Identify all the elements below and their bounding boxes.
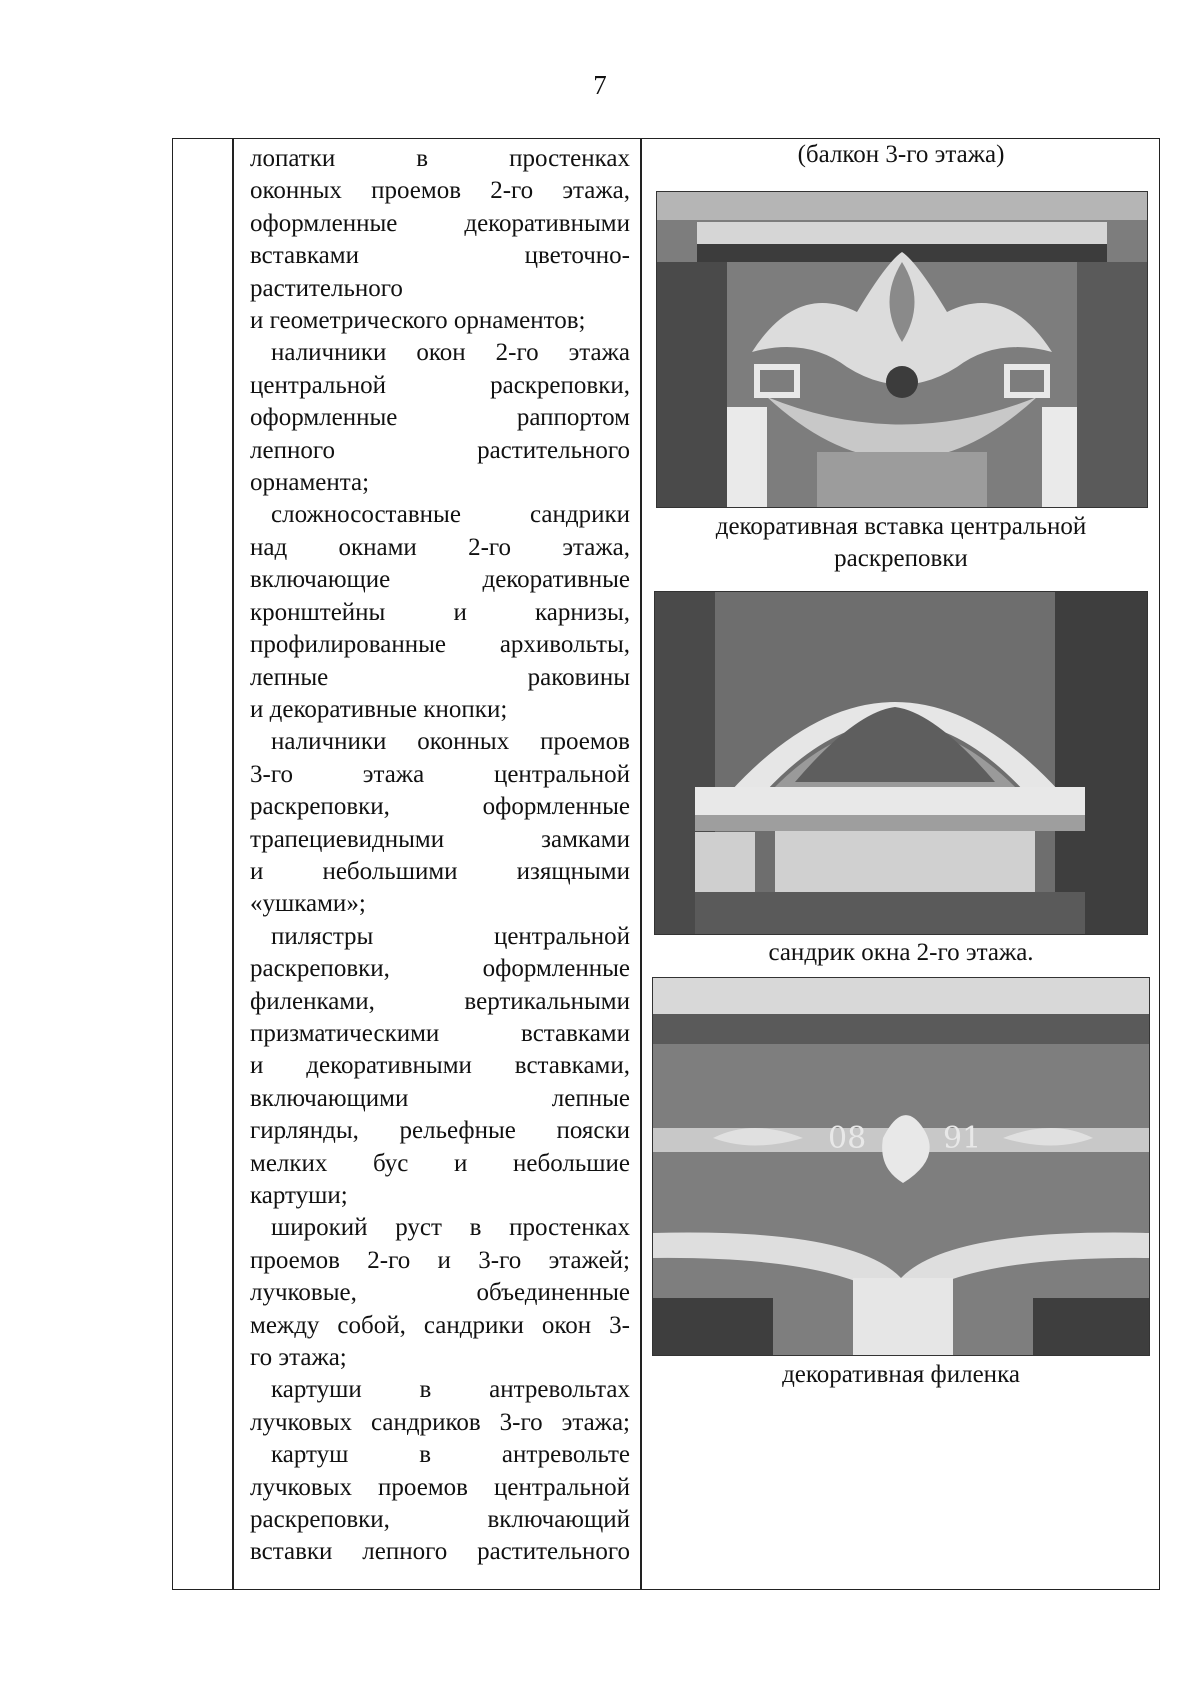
text-line: филенками, вертикальными <box>250 987 630 1015</box>
text-line: и геометрического орнаментов; <box>250 307 586 335</box>
engraved-digits-right: 91 <box>943 1121 982 1156</box>
text-line: над окнами 2-го этажа, <box>250 533 630 561</box>
text-line: картуши в антревольтах <box>271 1376 630 1404</box>
document-table <box>172 138 1160 1590</box>
text-line: вставки лепного растительного <box>250 1538 630 1566</box>
photo-caption-1 <box>641 511 1161 575</box>
text-line: мелких бус и небольшие <box>250 1149 630 1177</box>
text-line: центральной раскреповки, <box>250 371 630 399</box>
text-line: лепного растительного <box>250 436 630 464</box>
text-line: включающие декоративные <box>250 566 630 594</box>
text-line: лучковых проемов центральной <box>250 1473 630 1501</box>
text-line: раскреповки, оформленные <box>250 955 630 983</box>
description-text <box>250 143 630 1569</box>
text-line: наличники окон 2-го этажа <box>271 339 630 367</box>
text-line: гирлянды, рельефные пояски <box>250 1117 630 1145</box>
text-line: и небольшими изящными <box>250 857 630 885</box>
text-line: оформленные раппортом <box>250 404 630 432</box>
text-line: лепные раковины <box>250 663 630 691</box>
page-number: 7 <box>593 70 607 100</box>
text-line: пилястры центральной <box>271 922 630 950</box>
engraved-digits-left: 08 <box>828 1121 867 1156</box>
text-line: картуш в антревольте <box>271 1441 630 1469</box>
text-line: раскреповки, включающий <box>250 1506 630 1534</box>
caption-line: декоративная вставка центральной <box>715 513 1087 540</box>
text-line: наличники оконных проемов <box>271 728 630 756</box>
text-line: орнамента; <box>250 469 370 497</box>
text-line: кронштейны и карнизы, <box>250 598 630 626</box>
text-line: лучковые, объединенные <box>250 1279 630 1307</box>
photo-decorative-panel <box>652 977 1150 1356</box>
text-line: и декоративными вставками, <box>250 1052 630 1080</box>
text-line: растительного <box>250 274 403 302</box>
text-line: картуши; <box>250 1182 348 1209</box>
text-line: и декоративные кнопки; <box>250 695 508 723</box>
photo-caption-2: сандрик окна 2-го этажа. <box>768 939 1034 966</box>
text-line: трапециевидными замками <box>250 825 630 853</box>
text-line: сложносоставные сандрики <box>271 501 630 529</box>
text-line: между собой, сандрики окон 3- <box>250 1311 630 1339</box>
text-line: 3-го этажа центральной <box>250 760 630 788</box>
pediment-image <box>655 592 1147 934</box>
balcony-caption: (балкон 3-го этажа) <box>797 141 1005 168</box>
text-line: призматическими вставками <box>250 1019 630 1047</box>
text-line: профилированные архивольты, <box>250 631 630 659</box>
text-line: оконных проемов 2-го этажа, <box>250 177 630 205</box>
panel-image <box>653 978 1149 1355</box>
photo-window-pediment <box>654 591 1148 935</box>
text-line: лопатки в простенках <box>250 145 630 172</box>
photo-caption-3: декоративная филенка <box>782 1361 1020 1388</box>
ornament-insert-image <box>657 192 1147 507</box>
text-line: «ушками»; <box>250 890 366 918</box>
text-line: раскреповки, оформленные <box>250 793 630 821</box>
text-line: широкий руст в простенках <box>271 1214 630 1242</box>
photo-decorative-insert <box>656 191 1148 508</box>
text-line: лучковых сандриков 3-го этажа; <box>250 1408 630 1436</box>
caption-line: раскреповки <box>834 545 968 572</box>
text-line: вставками цветочно- <box>250 242 630 270</box>
text-line: проемов 2-го и 3-го этажей; <box>250 1246 630 1274</box>
column-divider-1 <box>232 139 234 1589</box>
text-line: включающими лепные <box>250 1084 630 1112</box>
text-line: го этажа; <box>250 1344 347 1372</box>
text-line: оформленные декоративными <box>250 209 630 237</box>
